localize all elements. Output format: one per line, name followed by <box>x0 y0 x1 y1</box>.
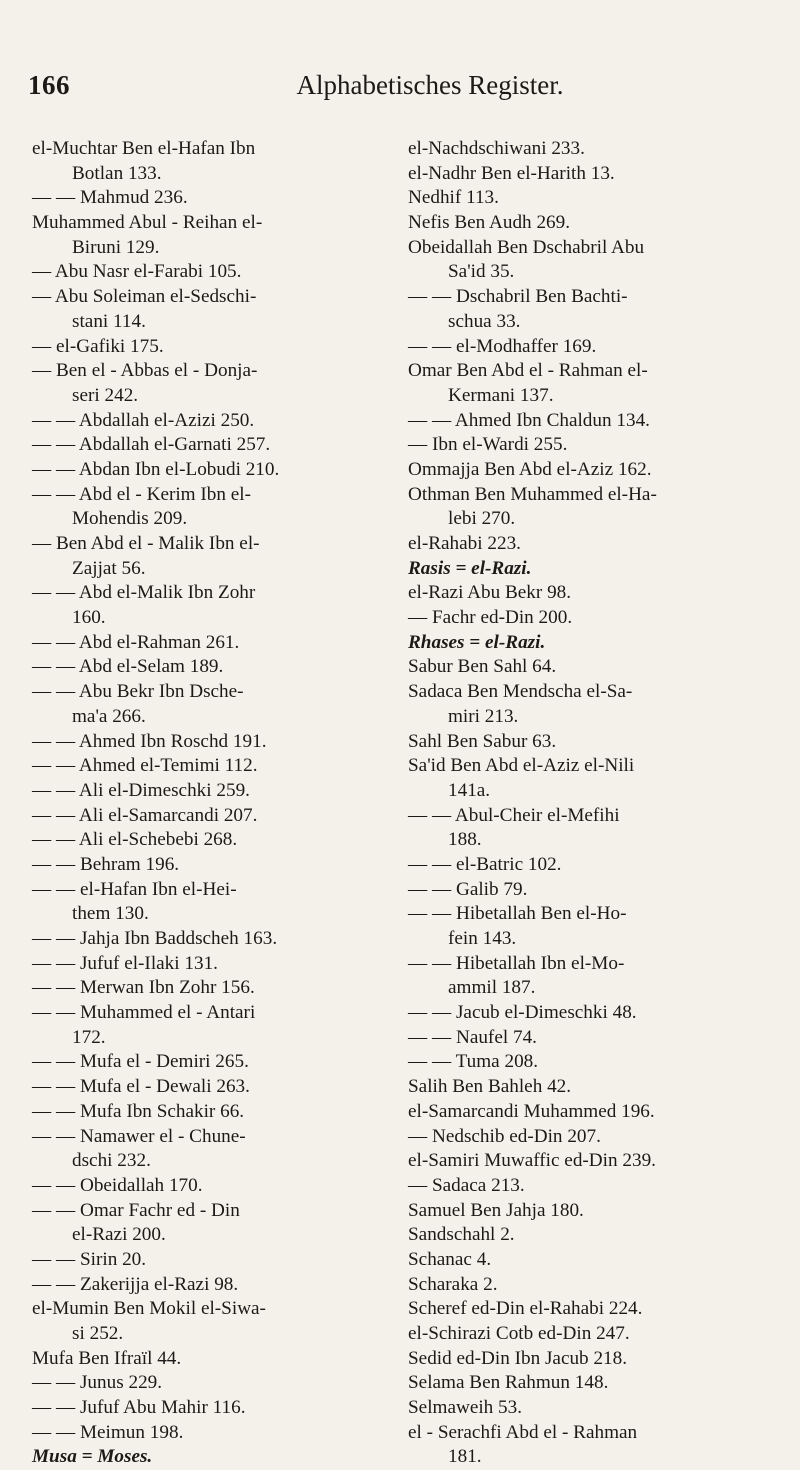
index-line: — — Obeidallah 170. <box>32 1174 203 1196</box>
index-line: lebi 270. <box>448 508 516 530</box>
index-line: 160. <box>72 607 106 629</box>
index-line: el-Schirazi Cotb ed-Din 247. <box>408 1323 630 1344</box>
index-line: — — Omar Fachr ed - Din <box>32 1199 240 1221</box>
index-line: — Ben Abd el - Malik Ibn el- <box>32 533 260 554</box>
index-line: — — Ahmed Ibn Chaldun 134. <box>408 409 650 431</box>
index-line: el-Mumin Ben Mokil el-Siwa- <box>32 1298 266 1320</box>
index-line: miri 213. <box>448 705 519 727</box>
index-line: 172. <box>72 1026 106 1048</box>
index-line: — Fachr ed-Din 200. <box>408 607 573 629</box>
index-line: — — Mufa Ibn Schakir 66. <box>32 1100 245 1122</box>
index-line: — — Abdallah el-Azizi 250. <box>32 409 255 431</box>
index-line: — — Ahmed Ibn Roschd 191. <box>32 730 267 752</box>
index-line: fein 143. <box>448 928 517 949</box>
index-line: seri 242. <box>72 384 139 406</box>
index-line: — — Jufuf el-Ilaki 131. <box>32 952 218 974</box>
index-line: — Abu Soleiman el-Sedschi- <box>32 286 257 308</box>
index-line: Nedhif 113. <box>408 187 499 209</box>
index-line: Samuel Ben Jahja 180. <box>408 1199 584 1221</box>
index-line: — — Dschabril Ben Bachti- <box>408 286 628 308</box>
index-line: Musa = Moses. <box>32 1446 153 1468</box>
index-line: Nefis Ben Audh 269. <box>408 212 571 234</box>
index-line: Mohendis 209. <box>72 508 188 530</box>
index-line: — el-Gafiki 175. <box>32 335 164 357</box>
index-line: — — Tuma 208. <box>408 1051 539 1073</box>
index-line: — — Mufa el - Demiri 265. <box>32 1051 249 1073</box>
index-line: el - Serachfi Abd el - Rahman <box>408 1421 638 1443</box>
index-line: Botlan 133. <box>72 162 162 184</box>
index-line: Rhases = el-Razi. <box>408 631 546 653</box>
index-line: el-Rahabi 223. <box>408 533 521 554</box>
index-column-left <box>32 137 402 1470</box>
index-line: — — Jacub el-Dimeschki 48. <box>408 1002 637 1024</box>
index-line: Sa'id Ben Abd el-Aziz el-Nili <box>408 755 635 777</box>
index-line: stani 114. <box>72 310 146 332</box>
index-line: Kermani 137. <box>448 384 554 406</box>
index-line: — — Ahmed el-Temimi 112. <box>32 755 258 777</box>
page-number: 166 <box>28 70 70 100</box>
index-line: ammil 187. <box>448 977 536 999</box>
index-line: Obeidallah Ben Dschabril Abu <box>408 236 645 258</box>
index-line: — Nedschib ed-Din 207. <box>408 1125 601 1147</box>
index-line: Rasis = el-Razi. <box>408 557 532 579</box>
index-line: — — Abd el - Kerim Ibn el- <box>32 483 252 505</box>
index-line: — — Sirin 20. <box>32 1248 147 1270</box>
index-line: — — Naufel 74. <box>408 1026 537 1048</box>
index-line: el-Razi 200. <box>72 1224 166 1246</box>
index-line: — — Merwan Ibn Zohr 156. <box>32 977 255 999</box>
page-header <box>28 70 772 110</box>
index-line: — — Hibetallah Ibn el-Mo- <box>408 952 625 974</box>
index-line: el-Samiri Muwaffic ed-Din 239. <box>408 1150 656 1172</box>
index-line: — — Ali el-Dimeschki 259. <box>32 779 250 801</box>
index-line: — Sadaca 213. <box>408 1174 525 1196</box>
index-line: Sabur Ben Sahl 64. <box>408 656 557 678</box>
index-line: Ommajja Ben Abd el-Aziz 162. <box>408 458 652 480</box>
index-line: — — Galib 79. <box>408 878 528 900</box>
index-line: Selama Ben Rahmun 148. <box>408 1372 609 1394</box>
index-line: el-Razi Abu Bekr 98. <box>408 582 572 604</box>
index-line: el-Samarcandi Muhammed 196. <box>408 1100 655 1122</box>
index-line: dschi 232. <box>72 1150 151 1172</box>
index-line: them 130. <box>72 903 149 925</box>
index-line: Sadaca Ben Mendscha el-Sa- <box>408 681 633 703</box>
index-line: — — Abul-Cheir el-Mefihi <box>408 804 620 826</box>
index-line: — — el-Batric 102. <box>408 853 562 875</box>
index-line: Scharaka 2. <box>408 1273 498 1295</box>
index-line: — — Hibetallah Ben el-Ho- <box>408 903 627 925</box>
index-line: — — el-Hafan Ibn el-Hei- <box>32 878 237 900</box>
index-line: Sa'id 35. <box>448 261 515 283</box>
index-line: Sedid ed-Din Ibn Jacub 218. <box>408 1347 628 1369</box>
index-line: Biruni 129. <box>72 236 160 258</box>
index-line: Sandschahl 2. <box>408 1224 515 1246</box>
index-line: — — el-Modhaffer 169. <box>408 335 597 357</box>
index-line: Sahl Ben Sabur 63. <box>408 730 557 752</box>
index-line: — — Mahmud 236. <box>32 187 188 209</box>
index-line: el-Nachdschiwani 233. <box>408 138 585 159</box>
index-line: 181. <box>448 1446 482 1468</box>
index-line: — Ibn el-Wardi 255. <box>408 434 568 456</box>
index-line: Schanac 4. <box>408 1248 492 1270</box>
index-line: Salih Ben Bahleh 42. <box>408 1076 572 1098</box>
index-line: — — Ali el-Samarcandi 207. <box>32 804 258 826</box>
index-line: 141a. <box>448 779 491 801</box>
index-line: ma'a 266. <box>72 705 146 727</box>
index-line: — — Ali el-Schebebi 268. <box>32 829 238 851</box>
index-line: Muhammed Abul - Reihan el- <box>32 212 263 234</box>
index-line: Zajjat 56. <box>72 557 146 579</box>
running-title: Alphabetisches Register. <box>296 70 564 100</box>
index-line: — — Junus 229. <box>32 1372 163 1394</box>
index-line: — — Abdan Ibn el-Lobudi 210. <box>32 458 280 480</box>
index-line: — — Jahja Ibn Baddscheh 163. <box>32 928 278 949</box>
index-line: Selmaweih 53. <box>408 1397 523 1419</box>
index-line: el-Nadhr Ben el-Harith 13. <box>408 162 615 184</box>
index-line: Mufa Ben Ifraïl 44. <box>32 1347 182 1369</box>
index-line: — — Mufa el - Dewali 263. <box>32 1076 250 1098</box>
index-line: — — Abd el-Malik Ibn Zohr <box>32 582 256 604</box>
index-line: si 252. <box>72 1323 124 1344</box>
index-line: — — Jufuf Abu Mahir 116. <box>32 1397 246 1419</box>
index-line: — — Zakerijja el-Razi 98. <box>32 1273 239 1295</box>
index-line: — — Namawer el - Chune- <box>32 1125 246 1147</box>
index-line: — — Abdallah el-Garnati 257. <box>32 434 271 456</box>
index-line: el-Muchtar Ben el-Hafan Ibn <box>32 138 256 159</box>
index-line: schua 33. <box>448 310 521 332</box>
index-line: — — Muhammed el - Antari <box>32 1002 256 1024</box>
index-line: Scheref ed-Din el-Rahabi 224. <box>408 1298 643 1320</box>
index-line: 188. <box>448 829 482 851</box>
index-line: — — Abd el-Rahman 261. <box>32 631 240 653</box>
index-line: — — Behram 196. <box>32 853 180 875</box>
index-line: — — Abd el-Selam 189. <box>32 656 224 678</box>
index-line: — — Meimun 198. <box>32 1421 184 1443</box>
index-line: Othman Ben Muhammed el-Ha- <box>408 483 657 505</box>
index-line: Omar Ben Abd el - Rahman el- <box>408 360 648 382</box>
index-line: — Abu Nasr el-Farabi 105. <box>32 261 242 283</box>
index-column-right <box>408 137 780 1470</box>
index-line: — — Abu Bekr Ibn Dsche- <box>32 681 244 703</box>
index-line: — Ben el - Abbas el - Donja- <box>32 360 258 382</box>
